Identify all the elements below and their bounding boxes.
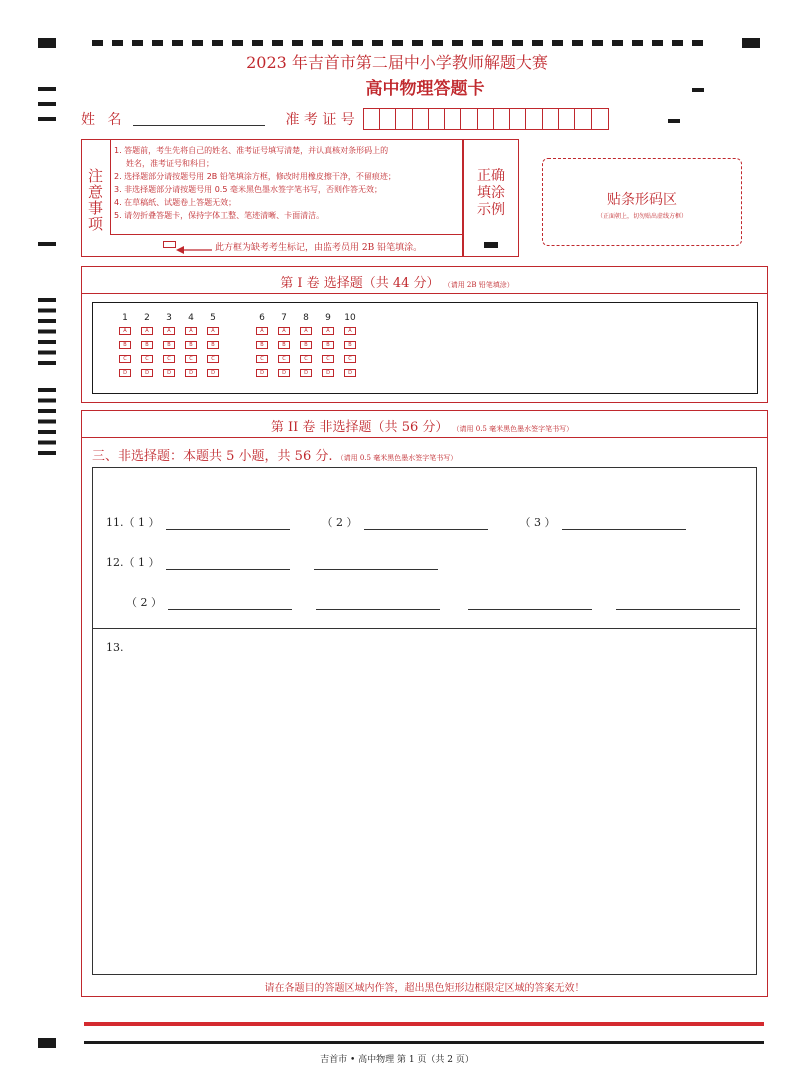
q12-row	[106, 554, 438, 570]
option-bubble[interactable]: B	[119, 341, 131, 349]
option-bubble[interactable]: C	[300, 355, 312, 363]
answer-blank[interactable]	[166, 518, 290, 530]
timing-mark	[38, 102, 56, 106]
option-bubble[interactable]: D	[207, 369, 219, 377]
filled-example-mark	[484, 242, 498, 248]
question-number: 3	[166, 313, 172, 323]
q11-3-label: （ 3 ）	[519, 516, 556, 529]
option-bubble[interactable]: C	[256, 355, 268, 363]
section1-note: （请用 2B 铅笔填涂）	[443, 281, 514, 289]
question-number: 7	[281, 313, 287, 323]
notice-item: 1. 答题前，考生先将自己的姓名、准考证号填写清楚，并认真核对条形码上的	[114, 146, 389, 155]
name-label: 姓 名	[81, 112, 126, 128]
option-bubble[interactable]: D	[163, 369, 175, 377]
section2-note: （请用 0.5 毫米黑色墨水签字笔书写）	[452, 425, 574, 433]
id-number-grid[interactable]	[363, 108, 609, 130]
option-bubble[interactable]: B	[207, 341, 219, 349]
q12-2-row	[126, 594, 740, 610]
question-number: 8	[303, 313, 309, 323]
question-number: 5	[210, 313, 216, 323]
barcode-title: 贴条形码区	[607, 192, 677, 208]
id-label: 准 考 证 号	[285, 112, 355, 128]
section1-title	[0, 272, 794, 291]
option-bubble[interactable]: C	[322, 355, 334, 363]
option-bubble[interactable]: B	[322, 341, 334, 349]
mc-group-2	[251, 313, 361, 377]
timing-mark	[38, 38, 56, 48]
answer-blank[interactable]	[166, 558, 290, 570]
option-bubble[interactable]: C	[185, 355, 197, 363]
candidate-row	[81, 108, 609, 130]
black-rule	[84, 1041, 764, 1044]
question-number: 6	[259, 313, 265, 323]
mc-group-1	[114, 313, 224, 377]
option-bubble[interactable]: B	[141, 341, 153, 349]
option-bubble[interactable]: B	[278, 341, 290, 349]
answer-blank[interactable]	[314, 558, 438, 570]
option-bubble[interactable]: A	[256, 327, 268, 335]
notice-item: 5. 请勿折叠答题卡，保持字体工整、笔迹清晰、卡面清洁。	[114, 211, 325, 220]
option-bubble[interactable]: D	[185, 369, 197, 377]
q12-2-label: （ 2 ）	[126, 596, 162, 609]
answer-blank[interactable]	[364, 518, 488, 530]
answer-blank[interactable]	[468, 598, 592, 610]
option-bubble[interactable]: B	[344, 341, 356, 349]
option-bubble[interactable]: A	[278, 327, 290, 335]
answer-blank[interactable]	[562, 518, 686, 530]
footer-warning: 请在各题目的答题区域内作答，超出黑色矩形边框限定区域的答案无效！	[264, 983, 585, 994]
option-bubble[interactable]: C	[207, 355, 219, 363]
question-number: 9	[325, 313, 331, 323]
option-bubble[interactable]: B	[185, 341, 197, 349]
answer-box-13	[92, 628, 757, 975]
option-bubble[interactable]: A	[163, 327, 175, 335]
red-rule	[84, 1022, 764, 1026]
absent-mark-box[interactable]	[163, 241, 176, 248]
timing-mark	[742, 38, 760, 48]
timing-mark	[38, 242, 56, 246]
q11-row	[106, 514, 686, 530]
sheet-subtitle: 高中物理答题卡	[365, 79, 485, 99]
option-bubble[interactable]: C	[278, 355, 290, 363]
q12-label: 12.（ 1 ）	[106, 556, 160, 569]
answer-blank[interactable]	[168, 598, 292, 610]
q11-label: 11.（ 1 ）	[106, 516, 160, 529]
top-dash-bar	[92, 40, 704, 46]
q13-label: 13.	[106, 641, 124, 654]
arrow-left-icon	[176, 240, 212, 250]
notice-heading: 注意事项	[86, 168, 104, 232]
exam-title: 2023 年吉首市第二届中小学教师解题大赛	[246, 53, 548, 72]
part-note: （请用 0.5 毫米黑色墨水签字笔书写）	[336, 454, 458, 462]
part-title	[92, 445, 457, 464]
answer-blank[interactable]	[616, 598, 740, 610]
answer-blank[interactable]	[316, 598, 440, 610]
question-number: 2	[144, 313, 150, 323]
timing-mark	[38, 117, 56, 121]
option-bubble[interactable]: A	[344, 327, 356, 335]
option-bubble[interactable]: C	[163, 355, 175, 363]
option-bubble[interactable]: C	[344, 355, 356, 363]
option-bubble[interactable]: D	[322, 369, 334, 377]
q11-2-label: （ 2 ）	[321, 516, 358, 529]
notice-item: 3. 非选择题部分请按题号用 0.5 毫米黑色墨水签字笔书写，否则作答无效；	[114, 185, 382, 194]
part-title-text: 三、非选择题：本题共 5 小题，共 56 分.	[92, 449, 333, 464]
notice-item: 4. 在草稿纸、试题卷上答题无效；	[114, 198, 237, 207]
section1-title-text: 第 I 卷 选择题（共 44 分）	[280, 276, 440, 291]
option-bubble[interactable]: B	[256, 341, 268, 349]
option-bubble[interactable]: D	[278, 369, 290, 377]
notice-item: 姓名，准考证号和科目；	[126, 159, 214, 168]
option-bubble[interactable]: A	[207, 327, 219, 335]
section2-title	[0, 416, 794, 435]
option-bubble[interactable]: A	[322, 327, 334, 335]
option-bubble[interactable]: C	[141, 355, 153, 363]
option-bubble[interactable]: D	[141, 369, 153, 377]
correct-fill-label: 正确填涂示例	[477, 168, 505, 218]
section2-title-text: 第 II 卷 非选择题（共 56 分）	[270, 420, 449, 435]
side-marks-1	[38, 298, 56, 366]
name-field[interactable]	[133, 112, 265, 126]
timing-mark	[668, 119, 680, 123]
option-bubble[interactable]: B	[300, 341, 312, 349]
notice-list	[114, 144, 462, 222]
option-bubble[interactable]: D	[119, 369, 131, 377]
option-bubble[interactable]: A	[185, 327, 197, 335]
page-footer: 吉首市 • 高中物理 第 1 页（共 2 页）	[320, 1055, 474, 1065]
option-bubble[interactable]: B	[163, 341, 175, 349]
notice-item: 2. 选择题部分请按题号用 2B 铅笔填涂方框，修改时用橡皮擦干净，不留痕迹；	[114, 172, 396, 181]
absent-note: 此方框为缺考考生标记，由监考员用 2B 铅笔填涂。	[215, 243, 423, 253]
barcode-hint: （正面朝上，切勿贴出虚线方框）	[596, 213, 687, 220]
option-bubble[interactable]: D	[256, 369, 268, 377]
question-number: 10	[344, 313, 356, 323]
option-bubble[interactable]: A	[300, 327, 312, 335]
option-bubble[interactable]: C	[119, 355, 131, 363]
question-number: 4	[188, 313, 194, 323]
option-bubble[interactable]: A	[119, 327, 131, 335]
option-bubble[interactable]: D	[300, 369, 312, 377]
option-bubble[interactable]: D	[344, 369, 356, 377]
timing-mark	[38, 1038, 56, 1048]
question-number: 1	[122, 313, 128, 323]
barcode-area	[542, 158, 742, 246]
option-bubble[interactable]: A	[141, 327, 153, 335]
